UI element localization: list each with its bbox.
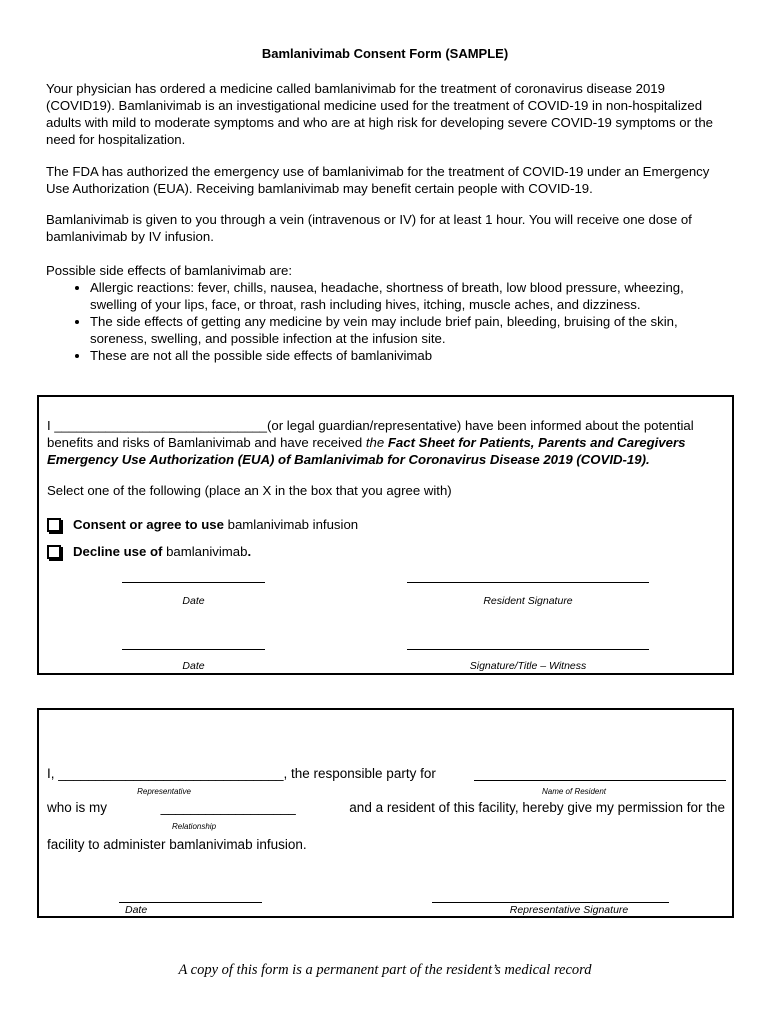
side-effect-item: • Allergic reactions: fever, chills, nausea, headache, shortness of breath, low blood pressure, wheezing, swelling of your lips, face, or throat, rash including hives, itching, muscle aches, and dizziness. <box>90 279 726 313</box>
representative-box <box>37 708 734 918</box>
consent-option-bold: Consent or agree to use <box>73 517 224 532</box>
side-effect-item: • The side effects of getting any medicine by vein may include brief pain, bleeding, bruising of the skin, soreness, swelling, and possible infection at the infusion site. <box>90 313 726 347</box>
consent-option-rest: bamlanivimab infusion <box>223 517 359 532</box>
consent-statement-text: I _____________________________(or legal guardian/representative) have been informed about the potential benefits and risks of Bamlanivimab and have received <box>47 418 694 450</box>
resident-signature-line[interactable] <box>407 582 649 583</box>
footer-note: A copy of this form is a permanent part of the resident’s medical record <box>178 962 592 978</box>
resident-signature-label: Resident Signature <box>483 595 573 607</box>
consent-checkbox[interactable] <box>47 518 61 532</box>
representative-label: Representative <box>137 787 191 796</box>
witness-signature-line[interactable] <box>407 649 649 650</box>
consent-statement <box>47 417 727 468</box>
side-effects-list <box>46 279 726 364</box>
name-of-resident-label: Name of Resident <box>541 787 607 796</box>
date-line-1[interactable] <box>122 582 265 583</box>
permission-text: and a resident of this facility, hereby give my permission for the <box>349 800 725 815</box>
side-effects-heading: Possible side effects of bamlanivimab are: <box>46 263 293 278</box>
administer-line: facility to administer bamlanivimab infusion. <box>47 837 307 852</box>
select-instruction: Select one of the following (place an X in the box that you agree with) <box>47 483 452 498</box>
who-is-my-text: who is my <box>47 800 108 815</box>
consent-option[interactable] <box>47 517 358 532</box>
responsible-party-line <box>47 766 436 781</box>
decline-option-end: . <box>247 544 252 559</box>
decline-option-bold: Decline use of <box>73 544 163 559</box>
fact-sheet-title: Fact Sheet for Patients, Parents and Caregivers Emergency Use Authorization (EUA) of Bamlanivimab for Coronavirus Disease 2019 (COVID-19). <box>47 435 686 467</box>
form-title: Bamlanivimab Consent Form (SAMPLE) <box>261 46 509 61</box>
decline-checkbox[interactable] <box>47 545 61 559</box>
date-line-2[interactable] <box>122 649 265 650</box>
representative-signature-label: Representative Signature <box>509 904 629 916</box>
relationship-label: Relationship <box>171 822 217 831</box>
relationship-blank[interactable]: __________________ <box>160 800 296 815</box>
relationship-line <box>47 800 725 815</box>
rep-date-label: Date <box>125 904 148 916</box>
witness-signature-label: Signature/Title – Witness <box>469 660 587 672</box>
representative-signature-line[interactable] <box>432 902 669 903</box>
consent-box <box>37 395 734 675</box>
responsible-party-text: I, ______________________________, the responsible party for <box>47 766 436 781</box>
date-label-2: Date <box>182 660 205 672</box>
side-effects-section <box>46 262 726 364</box>
rep-date-line[interactable] <box>119 902 262 903</box>
date-label-1: Date <box>182 595 205 607</box>
fda-paragraph: The FDA has authorized the emergency use of bamlanivimab for the treatment of COVID-19 under an Emergency Use Authorization (EUA). Receiving bamlanivimab may benefit certain people with COVID-19. <box>46 164 710 196</box>
administration-paragraph: Bamlanivimab is given to you through a vein (intravenous or IV) for at least 1 hour. You will receive one dose of bamlanivimab by IV infusion. <box>46 212 692 244</box>
decline-option-rest: bamlanivimab <box>162 544 248 559</box>
consent-statement-the: the <box>365 435 388 450</box>
side-effect-item: • These are not all the possible side effects of bamlanivimab <box>90 347 726 364</box>
decline-option[interactable] <box>47 544 251 559</box>
intro-paragraph: Your physician has ordered a medicine called bamlanivimab for the treatment of coronavirus disease 2019 (COVID19). Bamlanivimab is an investigational medicine used for the treatment of COVID-19 in non-hospitalized adults with mild to moderate symptoms and who are at high risk for developing severe COVID-19 symptoms or the need for hospitalization. <box>46 81 713 147</box>
resident-name-line[interactable] <box>474 780 726 781</box>
